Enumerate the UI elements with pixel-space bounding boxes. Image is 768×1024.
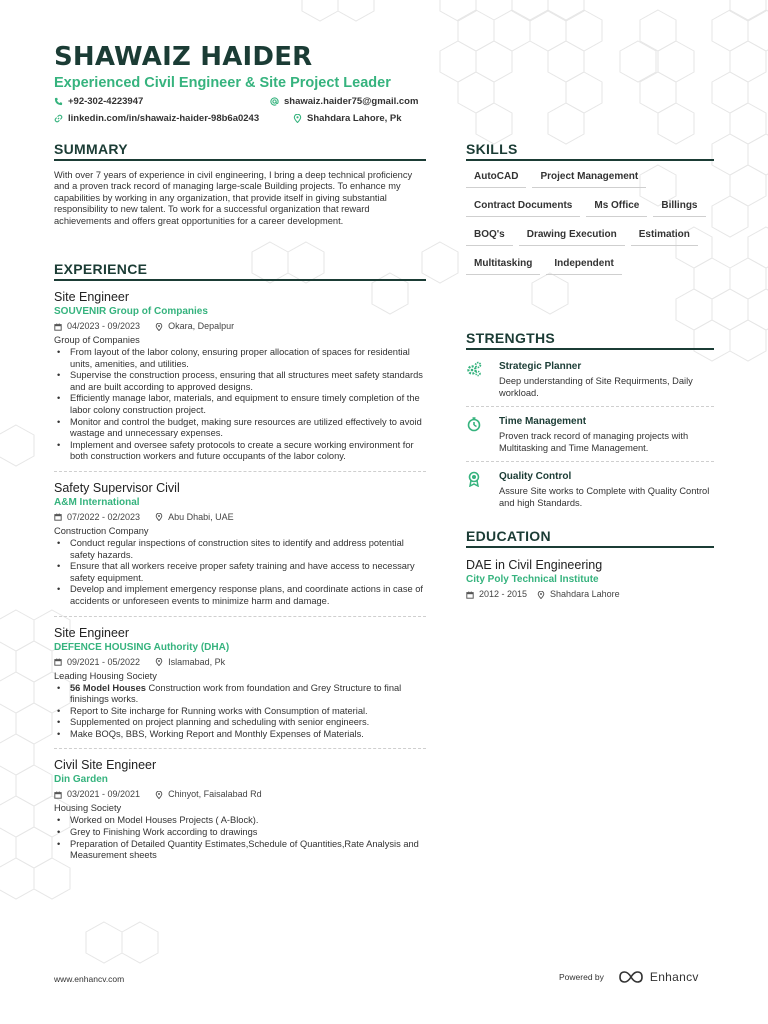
job-entry [54, 289, 426, 472]
edu-meta [466, 588, 714, 601]
stopwatch-icon [466, 416, 482, 432]
skill-tag: BOQ's [466, 225, 513, 246]
skills-heading: SKILLS [466, 141, 714, 161]
summary-text: With over 7 years of experience in civil engineering, I bring a deep technical proficiency and a proven track record of managing large-scale Building projects. To enhance my capabilities by working in any organization, that provide itself in giving substantial responsibility to new talent. To work for a successful organization that reward achievements and offers great opportunities for a career development. [54, 170, 413, 226]
footer-branding [559, 970, 699, 984]
skill-tag: Ms Office [586, 196, 647, 217]
job-bullet: • Monitor and control the budget, making sure resources are utilized effectively to avoid wastage and unnecessary expenses. [54, 417, 426, 440]
map-pin-icon [155, 791, 163, 799]
phone-contact [54, 96, 143, 107]
job-bullet: • Supplemented on project planning and scheduling with senior engineers. [54, 717, 426, 729]
summary-heading: SUMMARY [54, 141, 426, 161]
skills-section [466, 141, 714, 283]
job-location [155, 656, 225, 669]
job-description: Housing Society [54, 803, 122, 814]
email-text: shawaiz.haider75@gmail.com [284, 96, 419, 107]
skills-list [466, 167, 714, 283]
job-dates: 03/2021 - 09/2021 [67, 789, 141, 800]
phone-icon [54, 97, 63, 106]
job-bullet: • Implement and oversee safety protocols to create a secure working environment for both construction workers and future occupants of the labor colony. [54, 440, 426, 463]
skill-tag: Drawing Execution [519, 225, 625, 246]
powered-by-text: Powered by [559, 972, 604, 982]
job-description: Group of Companies [54, 335, 140, 345]
map-pin-icon [155, 323, 163, 331]
strength-title: Time Management [499, 416, 587, 428]
job-bullets [54, 683, 426, 741]
enhancv-logo[interactable] [618, 970, 699, 984]
job-location-text: Abu Dhabi, UAE [168, 511, 234, 522]
job-bullet: • Worked on Model Houses Projects ( A-Block). [54, 815, 426, 827]
job-title: Site Engineer [54, 625, 130, 640]
strength-item [466, 352, 714, 407]
strengths-list [466, 352, 714, 517]
job-bullet: • Report to Site incharge for Running works with Consumption of material. [54, 706, 426, 718]
at-icon [270, 97, 279, 106]
map-pin-icon [537, 591, 545, 599]
strength-desc: Proven track record of managing projects with Multitasking and Time Management. [499, 431, 689, 453]
job-meta [54, 788, 426, 801]
job-meta [54, 511, 426, 524]
edu-school: City Poly Technical Institute [466, 574, 599, 585]
job-location [155, 511, 234, 524]
linkedin-text: linkedin.com/in/shawaiz-haider-98b6a0243 [68, 113, 260, 124]
job-description: Leading Housing Society [54, 670, 157, 681]
skill-tag: Project Management [532, 167, 646, 188]
strength-item [466, 462, 714, 516]
strength-title: Quality Control [499, 471, 572, 483]
candidate-title: Experienced Civil Engineer & Site Project Leader [54, 75, 391, 91]
job-bullet: • Grey to Finishing Work according to drawings [54, 827, 426, 839]
skill-tag: Independent [546, 254, 621, 275]
job-bullet: • Supervise the construction process, ensuring that all structures meet safety standards and are built according to approved designs. [54, 370, 426, 393]
job-bullet: • Ensure that all workers receive proper safety training and have access to necessary safety equipment. [54, 561, 426, 584]
job-title: Civil Site Engineer [54, 758, 157, 773]
job-entry [54, 757, 426, 869]
job-company: SOUVENIR Group of Companies [54, 306, 208, 317]
edu-dates: 2012 - 2015 [479, 589, 528, 599]
strengths-heading: STRENGTHS [466, 330, 714, 350]
edu-location-text: Shahdara Lahore [550, 589, 620, 599]
strength-desc: Assure Site works to Complete with Quality Control and high Standards. [499, 486, 710, 508]
job-location [155, 320, 234, 333]
strengths-section [466, 330, 714, 517]
job-location-text: Okara, Depalpur [168, 321, 235, 331]
skill-tag: Estimation [631, 225, 698, 246]
job-bullet: • Efficiently manage labor, materials, and equipment to ensure timely completion of the labor colony construction project. [54, 393, 426, 416]
linkedin-contact[interactable] [54, 113, 259, 124]
job-entry [54, 480, 426, 617]
job-title: Safety Supervisor Civil [54, 480, 180, 495]
strength-desc: Deep understanding of Site Requirments, Daily workload. [499, 376, 693, 398]
location-contact [293, 113, 402, 124]
gears-icon [466, 361, 482, 377]
job-dates: 07/2022 - 02/2023 [67, 511, 141, 522]
experience-section [54, 261, 426, 878]
job-bullet: • Make BOQs, BBS, Working Report and Monthly Expenses of Materials. [54, 729, 426, 741]
experience-heading: EXPERIENCE [54, 261, 426, 281]
bullet-bold-text: 56 Model Houses [70, 682, 146, 693]
job-bullet: • Conduct regular inspections of construction sites to identify and address potential safety hazards. [54, 538, 426, 561]
edu-location [537, 588, 620, 601]
job-meta [54, 320, 426, 333]
education-heading: EDUCATION [466, 528, 714, 548]
bullet-text-continued: finishings works. [70, 694, 139, 705]
job-bullets [54, 538, 426, 608]
calendar-icon [54, 513, 62, 521]
job-meta [54, 656, 426, 669]
job-entry [54, 625, 426, 750]
calendar-icon [54, 323, 62, 331]
job-location-text: Islamabad, Pk [168, 656, 226, 667]
job-company: DEFENCE HOUSING Authority (DHA) [54, 641, 230, 653]
job-dates: 09/2021 - 05/2022 [67, 656, 141, 667]
map-pin-icon [155, 513, 163, 521]
resume-header [54, 42, 434, 129]
job-location [155, 788, 262, 801]
link-icon [54, 114, 63, 123]
award-icon [466, 471, 482, 487]
strength-item [466, 407, 714, 462]
calendar-icon [54, 658, 62, 666]
job-list [54, 289, 426, 870]
email-contact[interactable] [270, 96, 418, 107]
skill-tag: Contract Documents [466, 196, 580, 217]
enhancv-logo-text: Enhancv [649, 970, 699, 984]
bullet-text: Construction work from foundation and Grey Structure to final [145, 682, 402, 693]
calendar-icon [466, 591, 474, 599]
education-section [466, 528, 714, 601]
summary-section [54, 141, 426, 227]
edu-degree: DAE in Civil Engineering [466, 558, 603, 572]
job-bullet: • Preparation of Detailed Quantity Estimates,Schedule of Quantities,Rate Analysis and Measurement sheets [54, 839, 426, 862]
job-company: A&M International [54, 496, 140, 508]
job-bullet: • From layout of the labor colony, ensuring proper allocation of spaces for residential units, amenities, and utilities. [54, 347, 426, 370]
job-bullet: • Develop and implement emergency response plans, and coordinate actions in case of accidents or unforeseen events to minimize harm and damage. [54, 584, 426, 607]
job-company: Din Garden [54, 774, 108, 786]
calendar-icon [54, 791, 62, 799]
job-bullet-bold [54, 683, 426, 706]
job-bullets [54, 347, 426, 463]
job-dates: 04/2023 - 09/2023 [67, 321, 141, 331]
skill-tag: Billings [653, 196, 705, 217]
candidate-name: SHAWAIZ HAIDER [54, 42, 313, 72]
job-bullets [54, 815, 426, 861]
contact-info [54, 95, 434, 129]
map-pin-icon [155, 658, 163, 666]
job-title: Site Engineer [54, 290, 130, 304]
map-pin-icon [293, 114, 302, 123]
phone-text: +92-302-4223947 [68, 96, 144, 107]
footer-website[interactable]: www.enhancv.com [54, 974, 125, 984]
strength-title: Strategic Planner [499, 361, 582, 372]
skill-tag: AutoCAD [466, 167, 526, 188]
job-location-text: Chinyot, Faisalabad Rd [168, 789, 262, 800]
location-text: Shahdara Lahore, Pk [307, 113, 402, 124]
job-description: Construction Company [54, 525, 149, 536]
skill-tag: Multitasking [466, 254, 540, 275]
enhancv-logo-icon [618, 970, 644, 984]
